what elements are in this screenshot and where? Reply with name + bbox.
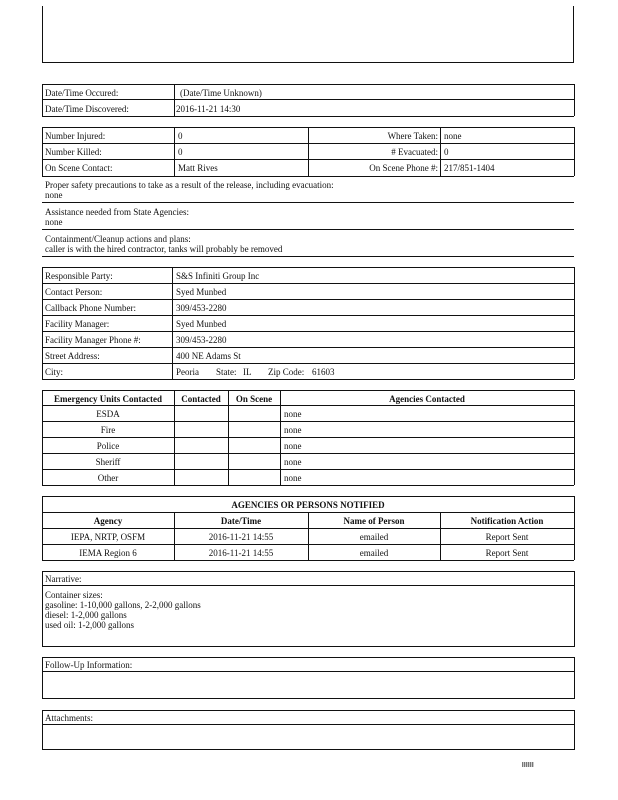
table-row-datetime: 2016-11-21 14:55 <box>208 532 274 542</box>
date-occurred-value: (Date/Time Unknown) <box>180 88 262 98</box>
killed-label: Number Killed: <box>45 147 102 157</box>
attachments-box <box>42 710 575 750</box>
notified-header-datetime: Date/Time <box>220 516 262 526</box>
city-value: Peoria <box>176 367 199 377</box>
top-box-left <box>42 6 43 63</box>
attachments-label: Attachments: <box>45 713 93 723</box>
narrative-line: Container sizes: <box>45 590 103 600</box>
emergency-header-on-scene: On Scene <box>235 394 273 404</box>
contact-person-label: Contact Person: <box>45 287 103 297</box>
table-row-agency: IEPA, NRTP, OSFM <box>70 532 146 542</box>
table-row-unit: Fire <box>100 425 116 435</box>
notified-header-person: Name of Person <box>343 516 405 526</box>
state-value: IL <box>243 367 252 377</box>
narrative-line: diesel: 1-2,000 gallons <box>45 610 127 620</box>
on-scene-contact-value: Matt Rives <box>178 163 218 173</box>
street-address-label: Street Address: <box>45 351 100 361</box>
manager-phone-label: Facility Manager Phone #: <box>45 335 141 345</box>
facility-manager-label: Facility Manager: <box>45 319 110 329</box>
notified-header-agency: Agency <box>93 516 123 526</box>
table-row-agency: IEMA Region 6 <box>79 548 137 558</box>
date-discovered-label: Date/Time Discovered: <box>45 104 129 114</box>
responsible-party-label: Responsible Party: <box>45 271 113 281</box>
where-taken-value: none <box>444 131 462 141</box>
scan-mark <box>522 762 534 767</box>
zip-label: Zip Code: <box>268 367 305 377</box>
where-taken-label: Where Taken: <box>387 131 438 141</box>
followup-box <box>42 657 575 699</box>
table-row-unit: Sheriff <box>95 457 121 467</box>
precautions-value: none <box>45 190 63 200</box>
state-label: State: <box>216 367 237 377</box>
table-row-unit: Police <box>96 441 120 451</box>
assistance-value: none <box>45 217 63 227</box>
table-row-action: Report Sent <box>485 532 529 542</box>
manager-phone-value: 309/453-2280 <box>176 335 227 345</box>
table-row-action: Report Sent <box>485 548 529 558</box>
followup-label: Follow-Up Information: <box>45 660 133 670</box>
table-row-person: emailed <box>359 548 389 558</box>
narrative-line: used oil: 1-2,000 gallons <box>45 620 134 630</box>
on-scene-phone-label: On Scene Phone #: <box>369 163 438 173</box>
date-discovered-value: 2016-11-21 14:30 <box>176 104 241 114</box>
notified-header-action: Notification Action <box>470 516 544 526</box>
killed-value: 0 <box>178 147 183 157</box>
on-scene-contact-label: On Scene Contact: <box>45 163 113 173</box>
containment-value: caller is with the hired contractor, tanks will probably be removed <box>45 244 283 254</box>
city-label: City: <box>45 367 64 377</box>
table-row-agency: none <box>284 473 302 483</box>
table-row-person: emailed <box>359 532 389 542</box>
narrative-box <box>42 571 575 647</box>
injured-value: 0 <box>178 131 183 141</box>
evacuated-value: 0 <box>444 147 449 157</box>
street-address-value: 400 NE Adams St <box>176 351 241 361</box>
top-box-right <box>573 6 574 63</box>
table-row-agency: none <box>284 457 302 467</box>
emergency-header-contacted: Contacted <box>181 394 221 404</box>
precautions-label: Proper safety precautions to take as a result of the release, including evacuation: <box>45 180 334 190</box>
emergency-header-units: Emergency Units Contacted <box>54 394 162 404</box>
narrative-line: gasoline: 1-10,000 gallons, 2-2,000 gallons <box>45 600 201 610</box>
responsible-party-value: S&S Infiniti Group Inc <box>176 271 260 281</box>
notified-title: AGENCIES OR PERSONS NOTIFIED <box>231 500 385 510</box>
date-occurred-label: Date/Time Occured: <box>45 88 119 98</box>
emergency-header-agencies: Agencies Contacted <box>389 394 465 404</box>
facility-manager-value: Syed Munbed <box>176 319 227 329</box>
evacuated-label: # Evacuated: <box>391 147 438 157</box>
on-scene-phone-value: 217/851-1404 <box>444 163 495 173</box>
containment-label: Containment/Cleanup actions and plans: <box>45 234 191 244</box>
callback-phone-value: 309/453-2280 <box>176 303 227 313</box>
table-row-agency: none <box>284 441 302 451</box>
narrative-label: Narrative: <box>45 574 82 584</box>
top-box-bottom <box>42 62 573 63</box>
injured-label: Number Injured: <box>45 131 106 141</box>
table-row-agency: none <box>284 425 302 435</box>
table-row-datetime: 2016-11-21 14:55 <box>208 548 274 558</box>
table-row-agency: none <box>284 409 302 419</box>
table-row-unit: ESDA <box>96 409 120 419</box>
contact-person-value: Syed Munbed <box>176 287 227 297</box>
assistance-label: Assistance needed from State Agencies: <box>45 207 189 217</box>
callback-phone-label: Callback Phone Number: <box>45 303 136 313</box>
zip-value: 61603 <box>312 367 335 377</box>
table-row-unit: Other <box>97 473 119 483</box>
